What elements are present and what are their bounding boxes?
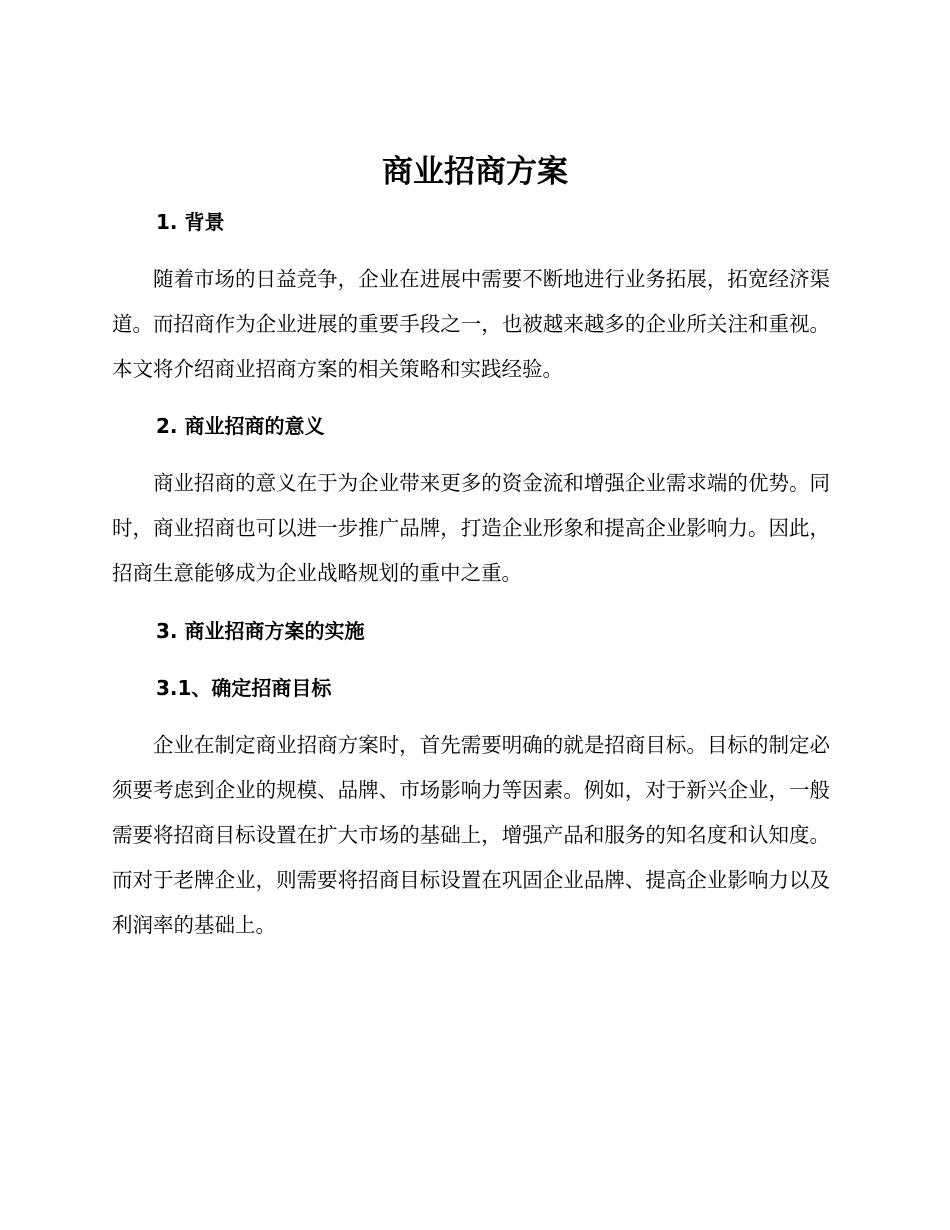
section-heading-significance: 2. 商业招商的意义 bbox=[156, 414, 325, 438]
section-heading-implementation: 3. 商业招商方案的实施 bbox=[156, 619, 365, 643]
section-paragraph-background: 随着市场的日益竞争，企业在进展中需要不断地进行业务拓展，拓宽经济渠道。而招商作为企业进展的重要手段之一，也被越来越多的企业所关注和重视。本文将介绍商业招商方案的相关策略和实践经验。 bbox=[112, 267, 830, 381]
document-title: 商业招商方案 bbox=[382, 154, 568, 190]
section-paragraph-significance: 商业招商的意义在于为企业带来更多的资金流和增强企业需求端的优势。同时，商业招商也可以进一步推广品牌，打造企业形象和提高企业影响力。因此，招商生意能够成为企业战略规划的重中之重。 bbox=[112, 471, 830, 585]
section-heading-targets: 3.1、确定招商目标 bbox=[156, 676, 332, 700]
section-heading-background: 1. 背景 bbox=[156, 210, 225, 234]
section-paragraph-targets: 企业在制定商业招商方案时，首先需要明确的就是招商目标。目标的制定必须要考虑到企业的规模、品牌、市场影响力等因素。例如，对于新兴企业，一般需要将招商目标设置在扩大市场的基础上，增强产品和服务的知名度和认知度。而对于老牌企业，则需要将招商目标设置在巩固企业品牌、提高企业影响力以及利润率的基础上。 bbox=[112, 733, 830, 937]
